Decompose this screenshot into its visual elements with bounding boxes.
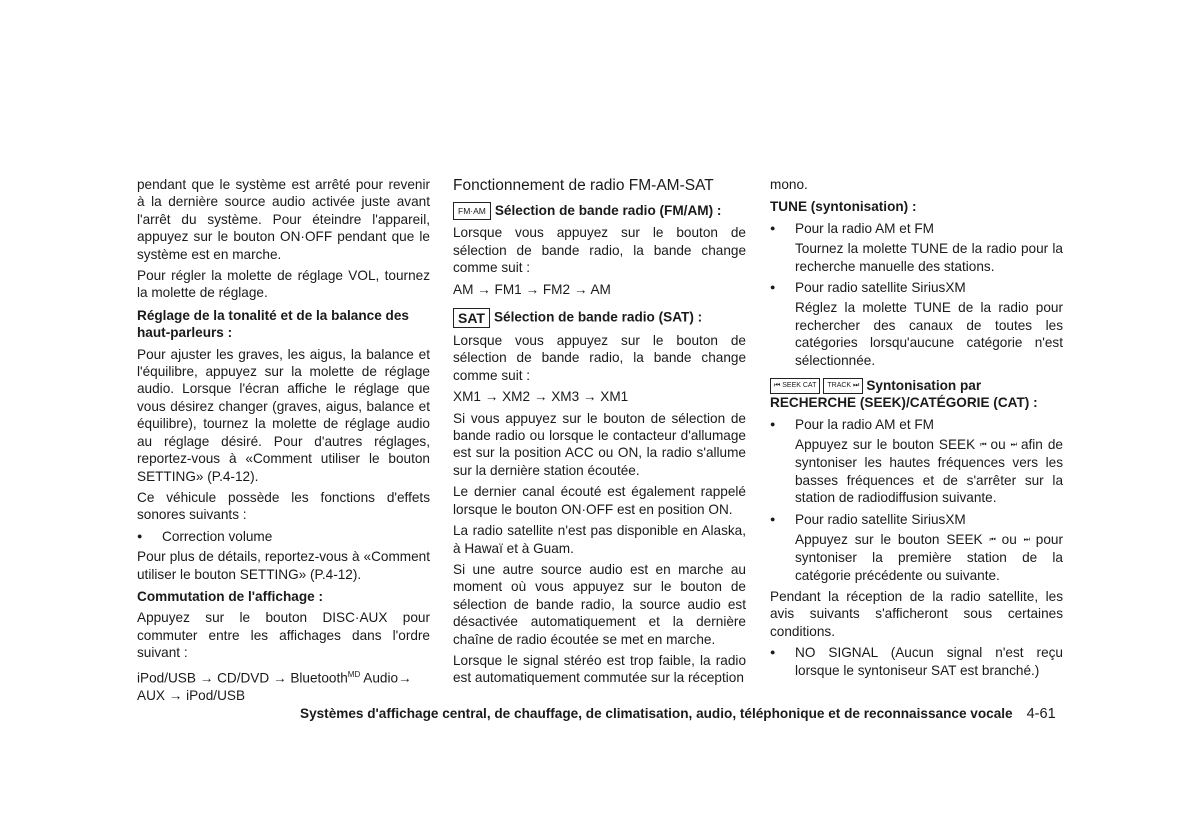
paragraph: Lorsque vous appuyez sur le bouton de sélection de bande radio, la bande change comme suit : — [453, 225, 746, 276]
footer-chapter-title: Systèmes d'affichage central, de chauffage, de climatisation, audio, téléphonique et de reconnaissance vocale — [300, 706, 1013, 721]
list-subtext: Appuyez sur le bouton SEEK ⏮ ou ⏭ pour syntoniser la première station de la catégorie précédente ou suivante. — [795, 532, 1064, 583]
sequence-text: iPod/USB → CD/DVD → Bluetooth — [137, 670, 348, 686]
display-sequence — [137, 666, 430, 704]
section-heading — [453, 202, 746, 220]
page-number: 4-61 — [1026, 706, 1056, 722]
paragraph: Pour régler la molette de réglage VOL, tournez la molette de réglage. — [137, 268, 430, 301]
list-subtext: Tournez la molette TUNE de la radio pour la recherche manuelle des stations. — [795, 241, 1063, 274]
paragraph: Ce véhicule possède les fonctions d'effets sonores suivants : — [137, 489, 430, 523]
list-item: ● NO SIGNAL (Aucun signal n'est reçu lorsque le syntoniseur SAT est branché.) — [770, 644, 1063, 679]
track-forward-button-icon: TRACK ⏭ — [823, 378, 863, 394]
seek-back-icon: ⏮ — [980, 441, 986, 449]
list-subtext: Réglez la molette TUNE de la radio pour rechercher des canaux de toutes les catégories lorsqu'aucune catégorie n'est sélectionnée. — [795, 300, 1063, 368]
column-right — [770, 176, 1063, 682]
list-subtext: Appuyez sur le bouton SEEK ⏮ ou ⏭ afin de syntoniser les hautes fréquences vers les basses fréquences et de s'arrêter sur la station de radiodiffusion suivante. — [795, 437, 1063, 506]
column-left — [137, 176, 430, 708]
page-footer — [300, 705, 1070, 723]
list-item: ● Correction volume — [137, 528, 430, 545]
sat-button-icon: SAT — [453, 308, 490, 328]
paragraph: Pour ajuster les graves, les aigus, la balance et l'équilibre, appuyez sur la molette de réglage audio. Lorsque l'écran affiche le réglage que vous désirez changer (graves, aigus, balance et équilibre), tournez la molette de réglage audio au réglage désiré. Pour d'autres réglages, reportez-vous à «Comment utiliser le bouton SETTING» (P.4-12). — [137, 346, 430, 484]
paragraph: Lorsque vous appuyez sur le bouton de sélection de bande radio, la bande change comme suit : — [453, 333, 746, 383]
track-forward-icon: ⏭ — [1023, 536, 1029, 544]
section-heading: Commutation de l'affichage : — [137, 588, 324, 604]
trademark-sup: MD — [347, 669, 361, 679]
paragraph: Lorsque le signal stéréo est trop faible, la radio est automatiquement commutée sur la réception — [453, 652, 746, 686]
list-item: ● Pour la radio AM et FM — [770, 220, 1063, 237]
seek-back-icon: ⏮ — [989, 536, 995, 544]
paragraph: Si vous appuyez sur le bouton de sélection de bande radio ou lorsque le contacteur d'allumage est sur la position ACC ou ON, la radio s'allume sur la dernière station écoutée. — [453, 410, 746, 478]
fm-am-button-icon: FM·AM — [453, 202, 491, 220]
band-sequence: AM → FM1 → FM2 → AM — [453, 281, 611, 297]
section-heading — [770, 377, 1063, 412]
paragraph: mono. — [770, 177, 808, 192]
list-item: ● Pour la radio AM et FM — [770, 416, 1063, 433]
paragraph: Appuyez sur le bouton DISC·AUX pour commuter entre les affichages dans l'ordre suivant : — [137, 610, 430, 661]
section-heading: Réglage de la tonalité et de la balance des haut-parleurs : — [137, 307, 409, 341]
band-sequence: XM1 → XM2 → XM3 → XM1 — [453, 389, 629, 405]
sequence-text: Audio→ AUX → iPod/USB — [137, 670, 412, 703]
heading-text: Syntonisation par RECHERCHE (SEEK)/CATÉGORIE (CAT) : — [770, 378, 1038, 411]
paragraph: Le dernier canal écouté est également rappelé lorsque le bouton ON·OFF est en position ON. — [453, 484, 746, 517]
list-item: ● Pour radio satellite SiriusXM — [770, 511, 1063, 528]
paragraph: pendant que le système est arrêté pour revenir à la dernière source audio activée juste avant l'arrêt du système. Pour éteindre l'appareil, appuyez sur le bouton ON·OFF pendant que le système est en marche. — [137, 177, 430, 262]
heading-text: Sélection de bande radio (FM/AM) : — [494, 203, 722, 218]
paragraph: Pour plus de détails, reportez-vous à «Comment utiliser le bouton SETTING» (P.4-12). — [137, 549, 430, 582]
section-heading: TUNE (syntonisation) : — [770, 199, 917, 215]
heading-text: Sélection de bande radio (SAT) : — [493, 309, 703, 325]
section-title: Fonctionnement de radio FM-AM-SAT — [453, 177, 714, 194]
paragraph: Pendant la réception de la radio satellite, les avis suivants s'afficheront sous certaines conditions. — [770, 588, 1063, 639]
column-middle — [453, 176, 746, 691]
list-item: ● Pour radio satellite SiriusXM — [770, 279, 1063, 296]
track-forward-icon: ⏭ — [1010, 441, 1016, 449]
seek-back-button-icon: ⏮ SEEK CAT — [770, 378, 820, 394]
paragraph: Si une autre source audio est en marche au moment où vous appuyez sur le bouton de sélection de bande radio, la source audio est désactivée automatiquement et la dernière chaîne de radio écoutée se met en marche. — [453, 561, 746, 647]
section-heading — [453, 308, 746, 328]
paragraph: La radio satellite n'est pas disponible en Alaska, à Hawaï et à Guam. — [453, 523, 746, 556]
